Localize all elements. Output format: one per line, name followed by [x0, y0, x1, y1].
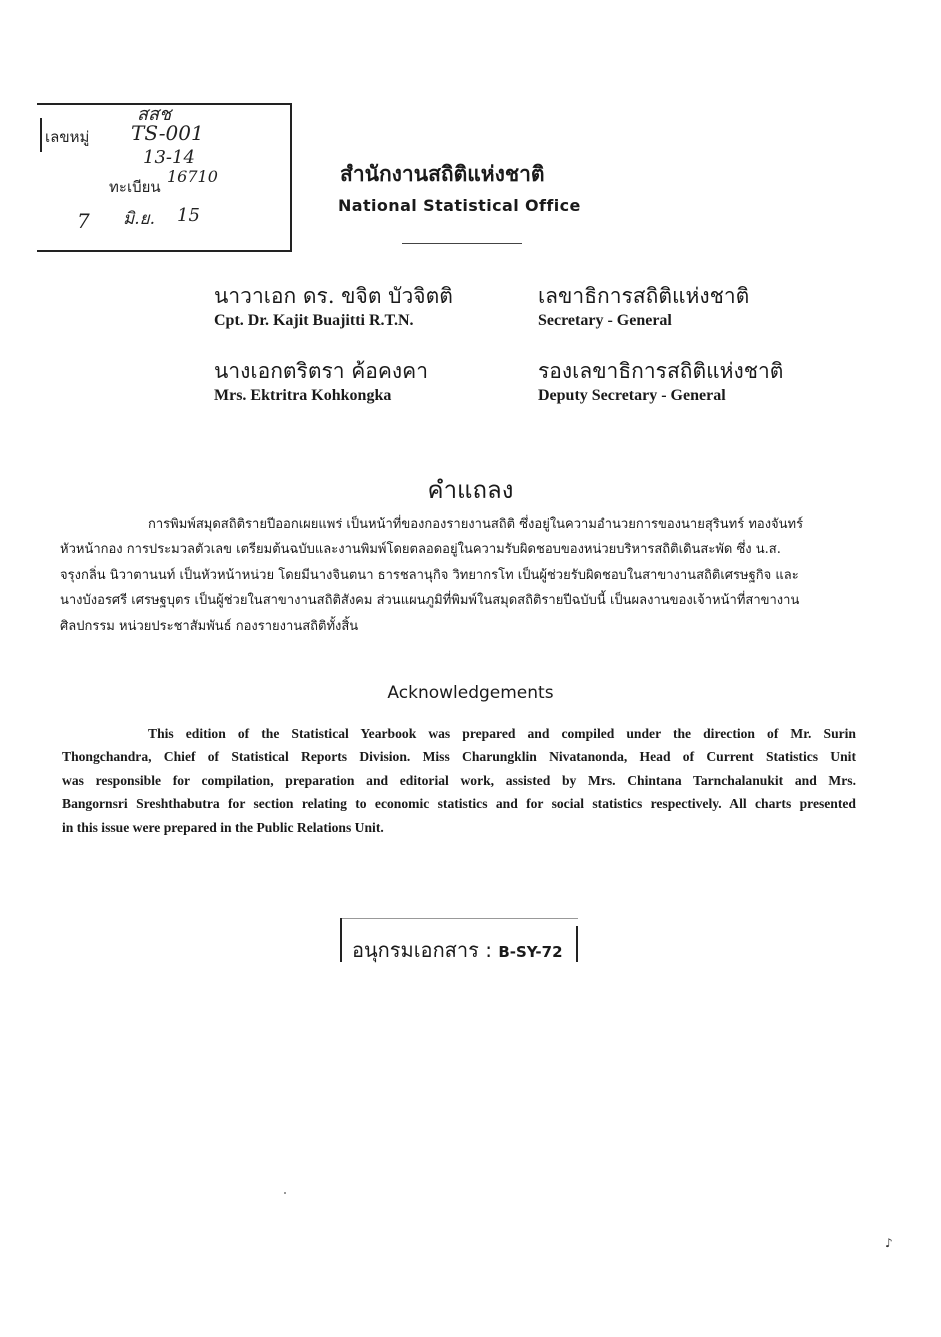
thai-ack-line: ศิลปกรรม หน่วยประชาสัมพันธ์ กองรายงานสถิติทั้งสิ้น	[60, 618, 359, 634]
staff-2-name-english: Mrs. Ektritra Kohkongka	[214, 387, 392, 404]
series-box-right-rule	[576, 926, 578, 962]
series-box-top-rule	[340, 918, 578, 919]
document-series-label: อนุกรมเอกสาร :	[352, 938, 492, 962]
english-ack-paragraph	[62, 722, 856, 839]
english-ack-heading: Acknowledgements	[387, 683, 554, 703]
office-name-thai: สำนักงานสถิติแห่งชาติ	[340, 162, 545, 186]
stamp-handwriting-month: มิ.ย.	[123, 209, 155, 229]
staff-1-name-thai: นาวาเอก ดร. ขจิต บัวจิตติ	[214, 284, 453, 308]
corner-mark: ♪	[885, 1236, 893, 1250]
document-series-label-row	[352, 934, 563, 966]
scan-speck	[284, 1192, 286, 1194]
staff-2-title-english: Deputy Secretary - General	[538, 387, 726, 404]
english-ack-line: This edition of the Statistical Yearbook was prepared and compiled under the direction of Mr. Surin	[148, 726, 856, 741]
header-divider	[402, 243, 522, 244]
thai-ack-paragraph	[60, 512, 858, 639]
stamp-label-register: ทะเบียน	[109, 178, 161, 196]
thai-ack-heading: คำแถลง	[427, 476, 514, 504]
english-ack-line: Bangornsri Sreshthabutra for section relating to economic statistics and for social statistics respectively. All charts presented	[62, 796, 856, 812]
staff-2-title-thai: รองเลขาธิการสถิติแห่งชาติ	[538, 359, 784, 383]
english-ack-line: Thongchandra, Chief of Statistical Reports Division. Miss Charungklin Nivatanonda, Head of Current Statistics Unit	[62, 749, 856, 765]
thai-ack-line: หัวหน้ากอง การประมวลตัวเลข เตรียมต้นฉบับและงานพิมพ์โดยตลอดอยู่ในความรับผิดชอบของหน่วยบริหารสถิติเดินสะพัด ซึ่ง น.ส.	[60, 542, 781, 558]
document-series-box	[340, 918, 578, 962]
stamp-label-call-number: เลขหมู่	[45, 128, 90, 146]
office-name-english: National Statistical Office	[338, 196, 581, 215]
english-ack-line: in this issue were prepared in the Public Relations Unit.	[62, 819, 384, 835]
stamp-handwriting-org: สสช	[137, 104, 172, 125]
stamp-handwriting-call-number: TS-001	[131, 121, 204, 145]
staff-1-title-thai: เลขาธิการสถิติแห่งชาติ	[538, 284, 750, 308]
english-ack-line: was responsible for compilation, preparation and editorial work, assisted by Mrs. Chintana Tarnchalanukit and Mrs.	[62, 772, 856, 788]
stamp-handwriting-register: 16710	[167, 167, 218, 186]
thai-ack-line: การพิมพ์สมุดสถิติรายปีออกเผยแพร่ เป็นหน้าที่ของกองรายงานสถิติ ซึ่งอยู่ในความอำนวยการของนายสุรินทร์ ทองจันทร์	[148, 517, 804, 532]
staff-1-title-english: Secretary - General	[538, 312, 672, 329]
thai-ack-line: จรุงกลิ่น นิวาตานนท์ เป็นหัวหน้าหน่วย โดยมีนางจินตนา ธารชลานุกิจ วิทยากรโท เป็นผู้ช่วยรับผิดชอบในสาขางานสถิติเศรษฐกิจ และ	[60, 567, 799, 583]
library-stamp	[37, 103, 292, 252]
stamp-handwriting-day: 7	[77, 209, 90, 233]
document-series-code: B-SY-72	[498, 943, 563, 961]
staff-2-name-thai: นางเอกตริตรา ค้อคงคา	[214, 359, 429, 383]
series-box-left-rule	[340, 918, 342, 962]
thai-ack-line: นางบังอรศรี เศรษฐบุตร เป็นผู้ช่วยในสาขางานสถิติสังคม ส่วนแผนภูมิที่พิมพ์ในสมุดสถิติรายปีฉบับนี้ เป็นผลงานของเจ้าหน้าที่สาขางาน	[60, 593, 800, 609]
stamp-handwriting-year: 15	[177, 205, 200, 226]
staff-1-name-english: Cpt. Dr. Kajit Buajitti R.T.N.	[214, 312, 414, 329]
stamp-handwriting-volume: 13-14	[143, 147, 195, 168]
